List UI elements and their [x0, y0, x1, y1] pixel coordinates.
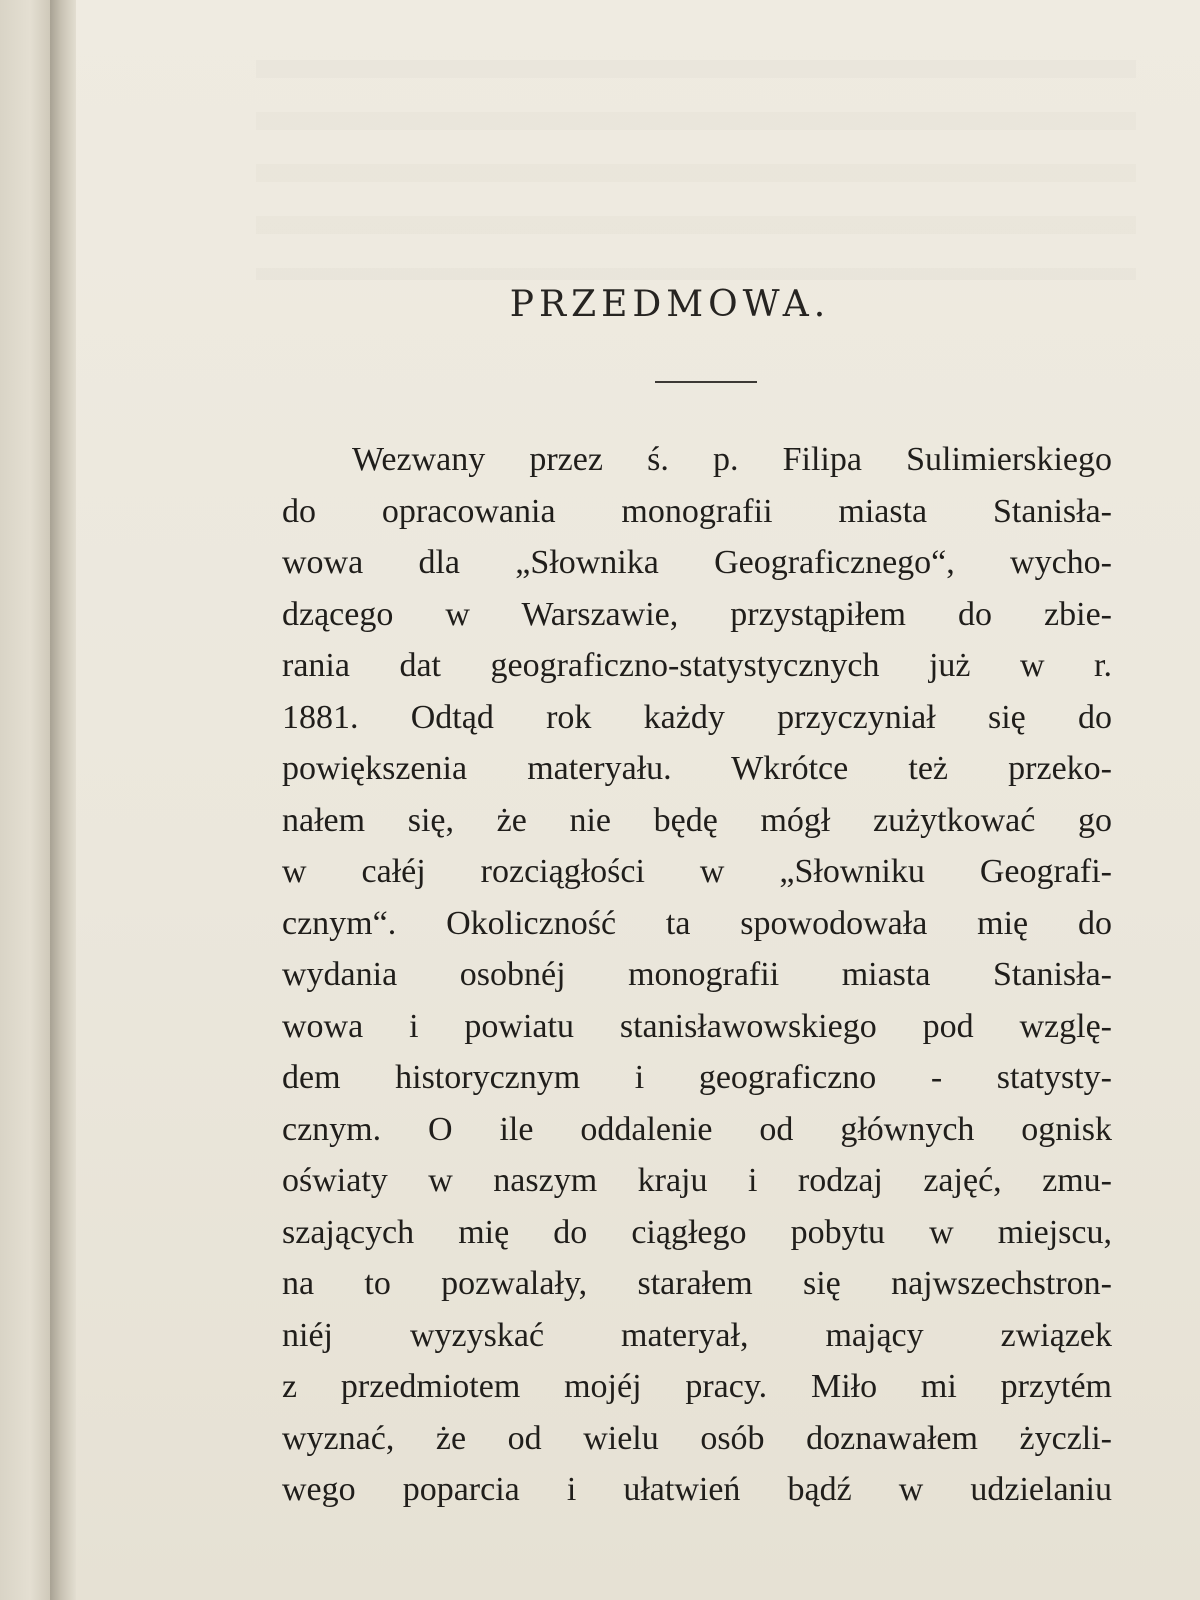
text-line: wowa dla „Słownika Geograficznego“, wycho- — [282, 544, 1112, 581]
page-title: PRZEDMOWA. — [509, 284, 831, 325]
text-line: Wezwany przez ś. p. Filipa Sulimierskiego — [352, 441, 1112, 478]
text-line: w całéj rozciągłości w „Słowniku Geografi- — [282, 853, 1112, 890]
text-line: niéj wyzyskać materyał, mający związek — [282, 1316, 1112, 1354]
text-line: nałem się, że nie będę mógł zużytkować go — [282, 801, 1112, 839]
text-line: z przedmiotem mojéj pracy. Miło mi przytém — [282, 1368, 1112, 1405]
text-line: dem historycznym i geograficzno - statysty- — [282, 1059, 1112, 1096]
text-line: dzącego w Warszawie, przystąpiłem do zbie- — [282, 595, 1112, 633]
text-line: cznym. O ile oddalenie od głównych ognisk — [282, 1110, 1112, 1148]
show-through-text — [256, 60, 1136, 280]
text-line: wego poparcia i ułatwień bądź w udzielaniu — [282, 1471, 1112, 1508]
text-line: szających mię do ciągłego pobytu w miejscu, — [282, 1213, 1112, 1251]
text-line: wowa i powiatu stanisławowskiego pod wzglę- — [282, 1007, 1112, 1045]
text-line: oświaty w naszym kraju i rodzaj zajęć, zmu- — [282, 1162, 1112, 1199]
body-text — [282, 434, 1112, 1516]
text-line: wyznać, że od wielu osób doznawałem życzli- — [282, 1419, 1112, 1457]
text-line: na to pozwalały, starałem się najwszechstron- — [282, 1265, 1112, 1302]
title-divider — [655, 381, 757, 383]
left-page-edge — [0, 0, 50, 1600]
text-line: do opracowania monografii miasta Stanisła- — [282, 492, 1112, 530]
text-line: 1881. Odtąd rok każdy przyczyniał się do — [282, 698, 1112, 736]
book-gutter — [50, 0, 76, 1600]
text-line: powiększenia materyału. Wkrótce też przeko- — [282, 750, 1112, 787]
text-line: cznym“. Okoliczność ta spowodowała mię do — [282, 904, 1112, 942]
text-line: wydania osobnéj monografii miasta Stanisła- — [282, 956, 1112, 993]
text-line: rania dat geograficzno-statystycznych już w r. — [282, 647, 1112, 684]
